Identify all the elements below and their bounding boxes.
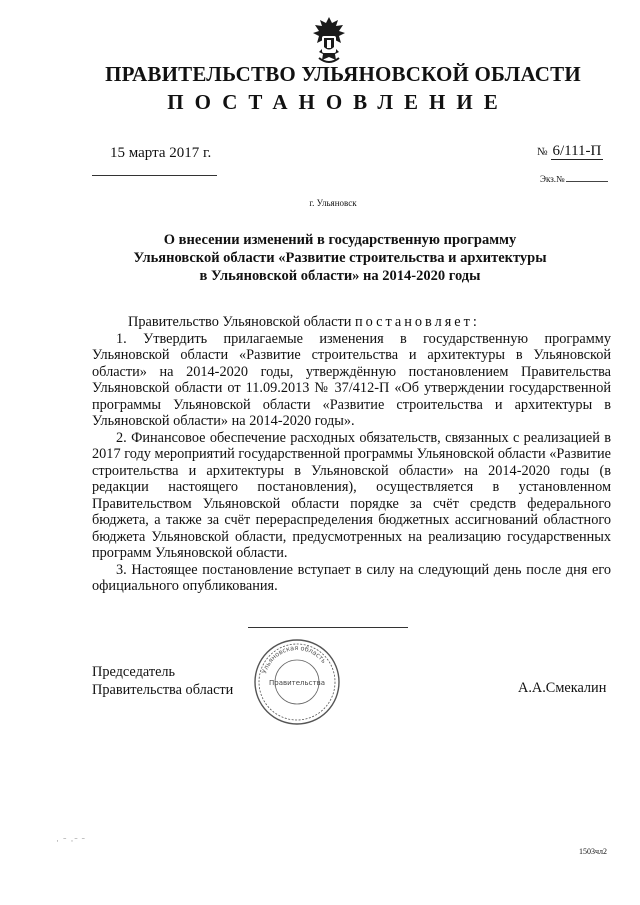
intro-paragraph — [92, 314, 611, 331]
document-date: 15 марта 2017 г. — [110, 145, 212, 161]
clause-3: 3. Настоящее постановление вступает в силу на следующий день после дня его официального опубликования. — [92, 561, 611, 594]
number-value: 6/111-П — [552, 143, 602, 159]
clause-1: 1. Утвердить прилагаемые изменения в государственную программу Ульяновской области «Развитие строительства и архитектуры в Ульяновской области» на 2014-2020 годы, утверждённую постановлением Правительства Ульяновской области от 11.09.2013 № 37/412-П «Об утверждении государственной программы Ульяновской области «Развитие строительства и архитектуры в Ульяновской области» на 2014-2020 годы». — [92, 330, 611, 429]
signature-divider — [248, 627, 408, 628]
copy-label: Экз.№ — [540, 174, 565, 184]
signatory-name: А.А.Смекалин — [518, 680, 607, 696]
svg-text:Ульяновская область — [260, 644, 328, 675]
position-line-1: Председатель — [92, 664, 176, 680]
scan-artifact-marks: · ˉ ·ˉ ˉ — [56, 836, 86, 846]
footer-code: 1503чл2 — [579, 847, 608, 856]
city: г. Ульяновск — [309, 198, 357, 208]
clause-2: 2. Финансовое обеспечение расходных обязательств, связанных с реализацией в 2017 году мероприятий государственной программы Ульяновской области «Развитие строительства и архитектуры в Ульяновской области» на 2014-2020 годы (в редакции настоящего постановления), осуществляется в установленном Правительством Ульяновской области порядке за счёт средств федерального бюджета, а также за счёт перераспределения бюджетных ассигнований областного бюджета Ульяновской области, предусмотренных на реализацию государственных программ Ульяновской области. — [92, 429, 611, 561]
document-body — [92, 314, 611, 595]
heading-line-3: в Ульяновской области» на 2014-2020 годы — [199, 268, 481, 284]
document-heading — [120, 231, 560, 285]
number-sign: № — [537, 146, 548, 158]
government-title: ПРАВИТЕЛЬСТВО УЛЬЯНОВСКОЙ ОБЛАСТИ — [105, 62, 581, 86]
document-kind-title: ПОСТАНОВЛЕНИЕ — [167, 90, 509, 114]
copy-blank-line — [566, 181, 608, 182]
document-number — [537, 143, 603, 160]
seal-center-text: Правительства — [269, 679, 325, 687]
heading-line-1: О внесении изменений в государственную программу — [163, 232, 517, 248]
date-underline — [92, 175, 217, 176]
signatory-position — [92, 664, 233, 699]
seal-ring-text: Ульяновская область — [260, 643, 328, 675]
intro-verb: постановляет: — [354, 314, 480, 330]
copy-number — [540, 174, 608, 184]
heading-line-2: Ульяновской области «Развитие строительства и архитектуры — [133, 250, 547, 266]
official-seal-stamp — [252, 637, 342, 727]
position-line-2: Правительства области — [92, 681, 234, 698]
intro-lead: Правительство Ульяновской области — [128, 314, 352, 330]
